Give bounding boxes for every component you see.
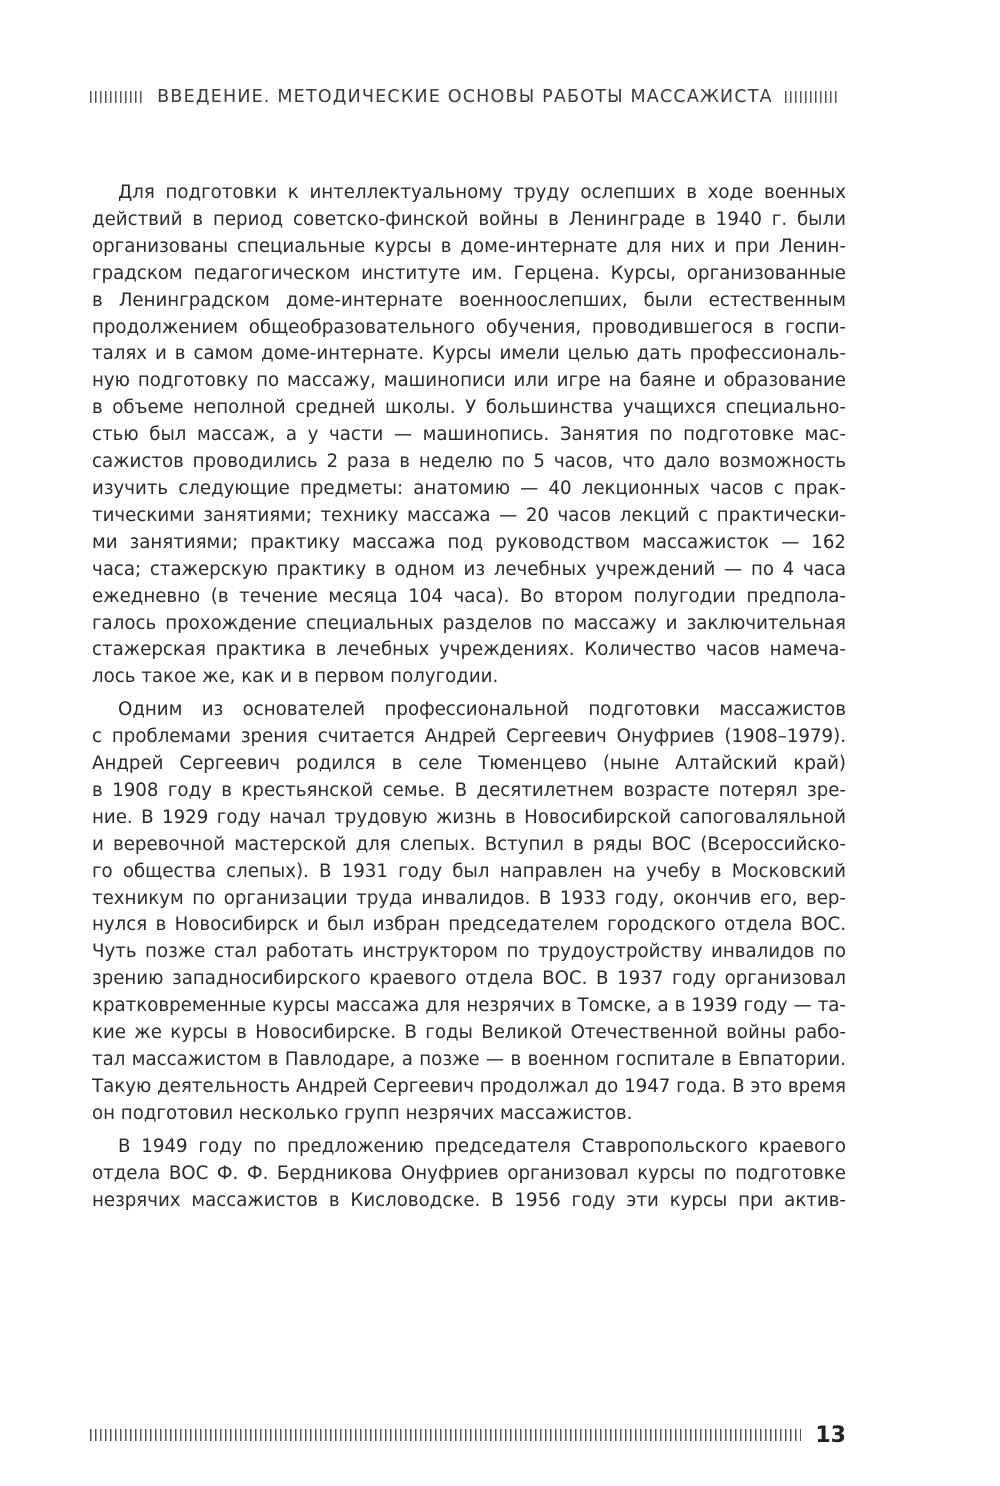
paragraph [92,697,846,1128]
text-line: Одним из основателей профессиональной подготовки массажистов [118,699,846,721]
text-line: с проблемами зрения считается Андрей Сергеевич Онуфриев (1908–1979). [92,726,846,748]
text-line: стажерская практика в лечебных учреждениях. Количество часов намеча- [92,639,846,661]
text-line: стью был массаж, а у части — машинопись. Занятия по подготовке мас- [92,424,846,446]
text-line: ние. В 1929 году начал трудовую жизнь в Новосибирской сапоговаляльной [92,806,846,828]
text-line: тическими занятиями; технику массажа — 20 часов лекций с практически- [92,504,846,526]
text-line: го общества слепых). В 1931 году был направлен на учебу в Московский [92,860,846,882]
text-line: зрению западносибирского краевого отдела ВОС. В 1937 году организовал [92,968,846,990]
text-line: нулся в Новосибирск и был избран председателем городского отдела ВОС. [92,914,846,936]
header-rule-right [785,91,840,103]
text-line: Для подготовки к интеллектуальному труду ослепших в ходе военных [118,182,846,203]
text-line: Андрей Сергеевич родился в селе Тюменцево (ныне Алтайский край) [92,753,846,775]
text-line: талях и в самом доме-интернате. Курсы имели целью дать профессиональ- [92,343,846,365]
text-line: отдела ВОС Ф. Ф. Бердникова Онуфриев организовал курсы по подготовке [92,1162,846,1184]
text-line: в Ленинградском доме-интернате военноослепших, были естественным [92,289,846,311]
page-number: 13 [815,1422,846,1448]
text-line: ежедневно (в течение месяца 104 часа). Во втором полугодии предпола- [92,585,846,607]
chapter-title: ВВЕДЕНИЕ. МЕТОДИЧЕСКИЕ ОСНОВЫ РАБОТЫ МАССАЖИСТА [157,87,773,107]
text-line: В 1949 году по предложению председателя Ставропольского краевого [118,1135,846,1157]
paragraph [92,1134,846,1215]
text-line: действий в период советско-финской войны в Ленинграде в 1940 г. были [92,208,846,230]
text-line: в объеме неполной средней школы. У большинства учащихся специально- [92,397,846,419]
text-line: кратковременные курсы массажа для незрячих в Томске, а в 1939 году — та- [92,995,846,1017]
text-line: кие же курсы в Новосибирске. В годы Великой Отечественной войны рабо- [92,1022,846,1044]
text-line: организованы специальные курсы в доме-интернате для них и при Ленин- [92,235,846,257]
text-line: лось такое же, как и в первом полугодии. [92,666,499,688]
text-line: изучить следующие предметы: анатомию — 40 лекционных часов с прак- [92,477,846,499]
header-rule-left [90,91,145,103]
text-line: часа; стажерскую практику в одном из лечебных учреждений — по 4 часа [92,558,846,580]
text-line: тал массажистом в Павлодаре, а позже — в военном госпитале в Евпатории. [92,1049,846,1070]
text-line: незрячих массажистов в Кисловодске. В 1956 году эти курсы при актив- [92,1189,846,1211]
body-text [92,180,846,1220]
footer-rule [90,1429,801,1441]
text-line: ную подготовку по массажу, машинописи или игре на баяне и образование [92,370,846,392]
text-line: галось прохождение специальных разделов по массажу и заключительная [92,612,846,634]
page-footer [90,1415,846,1455]
text-line: техникум по организации труда инвалидов. В 1933 году, окончив его, вер- [92,887,846,909]
running-header [90,82,840,112]
paragraph [92,180,846,691]
text-line: ми занятиями; практику массажа под руководством массажисток — 162 [92,531,846,553]
text-line: в 1908 году в крестьянской семье. В десятилетнем возрасте потерял зре- [92,779,846,801]
text-line: Такую деятельность Андрей Сергеевич продолжал до 1947 года. В это время [92,1075,846,1097]
text-line: продолжением общеобразовательного обучения, проводившегося в госпи- [92,316,846,338]
text-line: он подготовил несколько групп незрячих массажистов. [92,1102,633,1124]
text-line: сажистов проводились 2 раза в неделю по 5 часов, что дало возможность [92,451,846,473]
text-line: градском педагогическом институте им. Герцена. Курсы, организованные [92,262,846,284]
text-line: и веревочной мастерской для слепых. Вступил в ряды ВОС (Всероссийско- [92,833,846,855]
text-line: Чуть позже стал работать инструктором по трудоустройству инвалидов по [92,941,846,963]
